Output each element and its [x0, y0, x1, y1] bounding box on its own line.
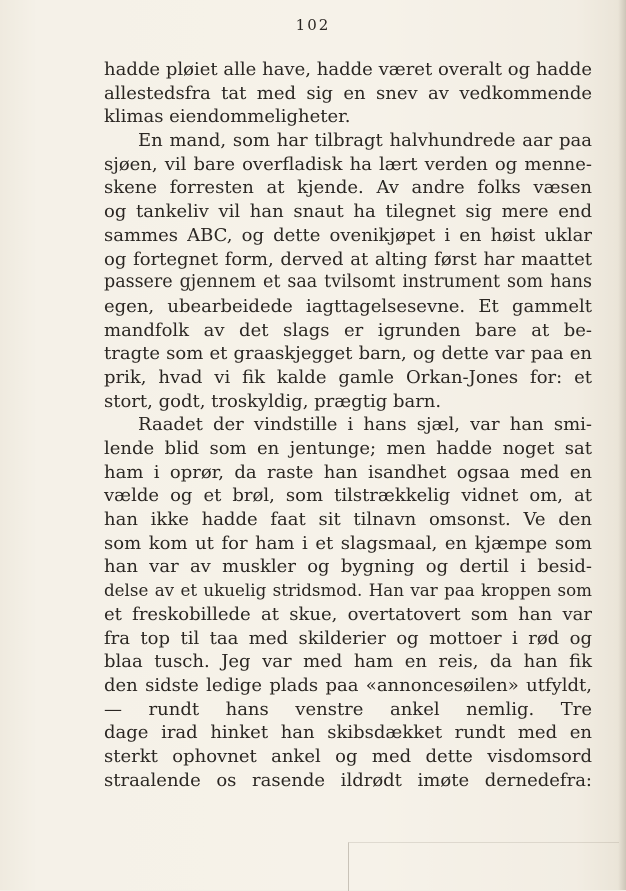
text-line [104, 437, 592, 461]
text-line [104, 461, 592, 485]
text-line [104, 176, 592, 200]
text-line-content: sterkt ophovnet ankel og med dette visdomsord [104, 745, 592, 767]
text-line-content: straalende os rasende ildrødt imøte dernedefra: [104, 769, 592, 791]
text-line [104, 248, 592, 272]
text-line-content: — rundt hans venstre ankel nemlig. Tre [104, 698, 592, 720]
page-corner-fold [348, 842, 619, 891]
text-line-content: blaa tusch. Jeg var med ham en reis, da han fik [104, 651, 592, 673]
text-line-content: den sidste ledige plads paa «annoncesøilen» utfyldt, [104, 674, 592, 696]
text-line [104, 769, 592, 793]
text-line [104, 579, 592, 603]
text-line-content: vælde og et brøl, som tilstrækkelig vidnet om, at [104, 485, 592, 507]
text-line-content: sammes ABC, og dette ovenikjøpet i en høist uklar [104, 224, 592, 246]
text-line [104, 224, 592, 248]
text-line-content: skene forresten at kjende. Av andre folks væsen [104, 177, 592, 199]
text-line [104, 603, 592, 627]
text-line-content: som kom ut for ham i et slagsmaal, en kjæmpe som [104, 532, 592, 554]
text-line-content: og fortegnet form, derved at alting først har maattet [104, 248, 592, 270]
text-line-content: lende blid som en jentunge; men hadde noget sat [104, 438, 592, 459]
text-line [104, 366, 592, 390]
text-line-content: dage irad hinket han skibsdækket rundt med en [104, 722, 592, 744]
text-line [104, 508, 592, 532]
text-line-content: prik, hvad vi fik kalde gamle Orkan-Jones for: et [104, 366, 592, 388]
text-line [104, 390, 592, 414]
text-line-content: stort, godt, troskyldig, prægtig barn. [104, 390, 442, 412]
text-line [104, 58, 592, 82]
text-line [104, 484, 592, 508]
text-line-content: egen, ubearbeidede iagttagelsesevne. Et gammelt [104, 295, 592, 317]
text-line [104, 627, 592, 651]
text-line [104, 82, 592, 106]
text-line-content: han var av muskler og bygning og dertil i besid- [104, 556, 592, 578]
text-line [104, 650, 592, 674]
text-line-content: sjøen, vil bare overfladisk ha lært verden og menne- [104, 153, 592, 175]
text-line-content: et freskobillede at skue, overtatovert som han var [104, 603, 592, 625]
text-line-content: fra top til taa med skilderier og mottoer i rød og [104, 627, 592, 649]
text-line [104, 271, 592, 295]
text-line [104, 319, 592, 343]
text-line-content: mandfolk av det slags er igrunden bare at be- [104, 319, 592, 341]
text-line-content: Raadet der vindstille i hans sjæl, var han smi- [138, 414, 592, 436]
text-line-content: passere gjennem et saa tvilsomt instrument som hans [104, 272, 592, 293]
text-line [104, 555, 592, 579]
text-line-content: og tankeliv vil han snaut ha tilegnet sig mere end [104, 201, 592, 223]
text-line-content: En mand, som har tilbragt halvhundrede aar paa [138, 130, 592, 152]
text-line [104, 413, 592, 437]
text-line [104, 129, 592, 153]
text-line-content: ham i oprør, da raste han isandhet ogsaa med en [104, 461, 592, 483]
body-text [104, 58, 592, 792]
text-line-content: tragte som et graaskjegget barn, og dette var paa en [104, 343, 592, 365]
text-line [104, 698, 592, 722]
text-line-content: hadde pløiet alle have, hadde været overalt og hadde [104, 59, 592, 80]
text-line [104, 745, 592, 769]
text-line [104, 153, 592, 177]
text-line [104, 200, 592, 224]
text-line [104, 295, 592, 319]
page-edge-shadow [618, 0, 626, 890]
text-line-content: delse av et ukuelig stridsmod. Han var paa kroppen som [104, 581, 592, 601]
text-line [104, 342, 592, 366]
text-line-content: klimas eiendommeligheter. [104, 106, 351, 128]
page-number: 102 [295, 16, 331, 34]
text-line [104, 105, 592, 129]
text-line [104, 674, 592, 698]
text-line-content: allestedsfra tat med sig en snev av vedkommende [104, 82, 592, 104]
text-line [104, 721, 592, 745]
text-line [104, 532, 592, 556]
text-line-content: han ikke hadde faat sit tilnavn omsonst. Ve den [104, 509, 592, 531]
